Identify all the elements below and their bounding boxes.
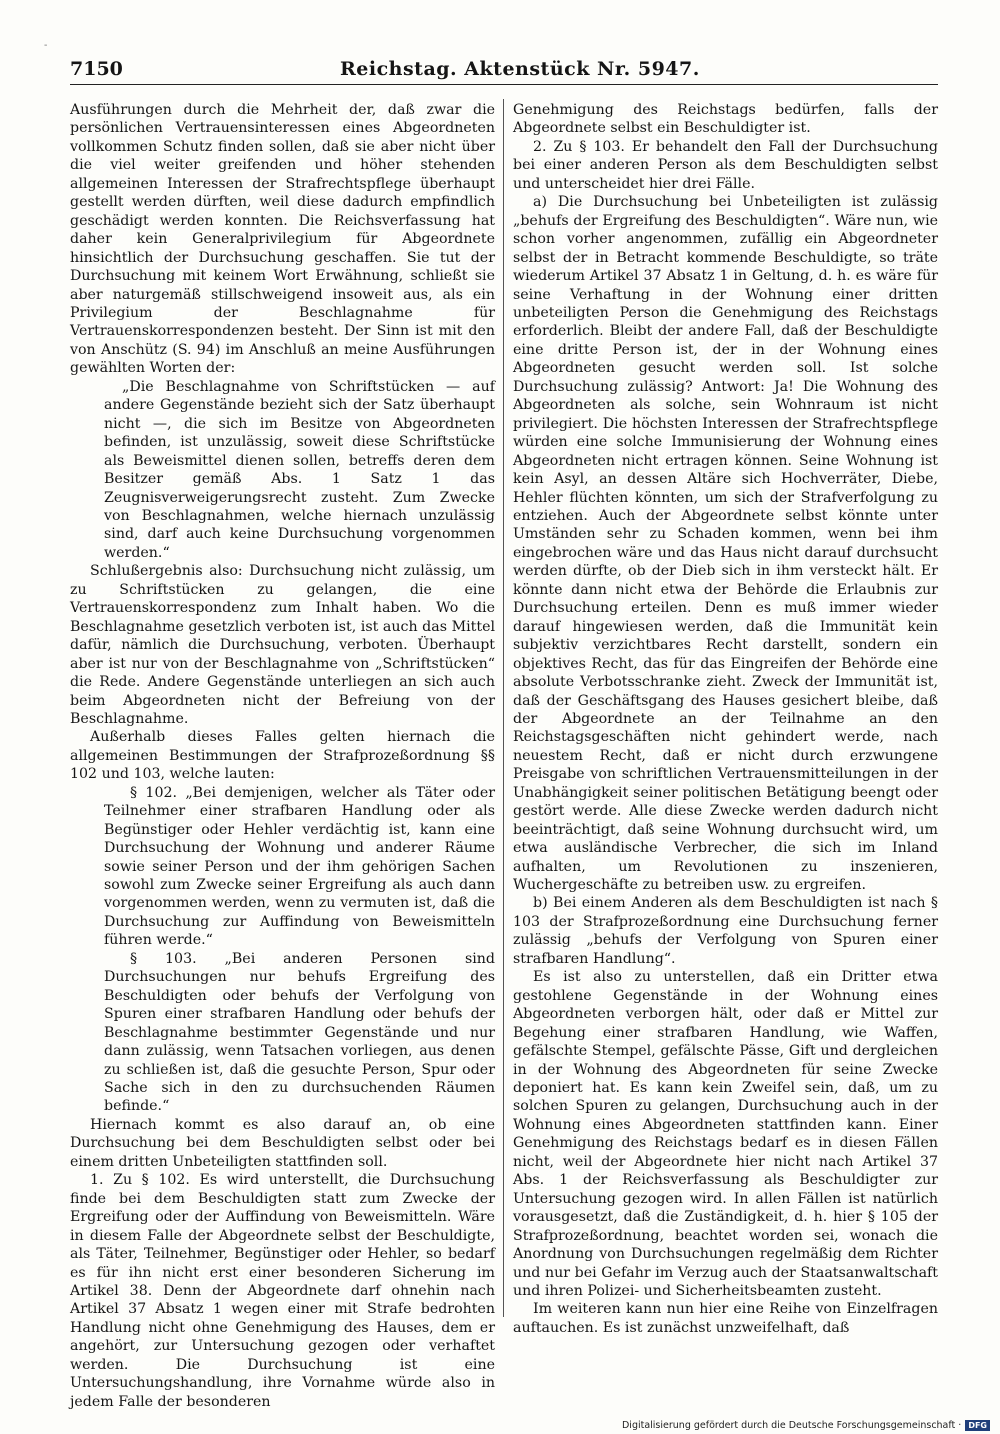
paragraph: Es ist also zu unterstellen, daß ein Dritter etwa gestohlene Gegenstände in der Wohnung eines Abgeordneten verborgen hält, oder daß er Mittel zur Begehung einer strafbaren Handlung, wie Waffen, gefälschte Stempel, gefälschte Pässe, Gift und dergleichen in der Wohnung des Abgeordneten für seine Zwecke deponiert hat. Es kann kein Zweifel sein, daß, um zu solchen Spuren zu gelangen, Durchsuchung auch in der Wohnung eines Abgeordneten stattfinden kann. Einer Genehmigung des Reichstags bedarf es in diesen Fällen nicht, weil der Abgeordnete hier nicht nach Artikel 37 Abs. 1 der Reichsverfassung als Beschuldigter zur Untersuchung gezogen wird. In allen Fällen ist natürlich vorausgesetzt, daß die Zuständigkeit, d. h. hier § 105 der Strafprozeßordnung, beachtet worden sei, wonach die Anordnung von Durchsuchungen regelmäßig dem Richter und nur bei Gefahr im Verzug auch der Staatsanwaltschaft und ihren Polizei- und Sicherheitsbeamten zusteht. (513, 969, 938, 1299)
statute-quote-102: § 102. „Bei demjenigen, welcher als Täter oder Teilnehmer einer strafbaren Handlung oder als Begünstiger oder Hehler verdächtig ist, kann eine Durchsuchung der Wohnung und anderer Räume sowie seiner Person und der ihm gehörigen Sachen sowohl zum Zwecke seiner Ergreifung als auch dann vorgenommen werden, wenn zu vermuten ist, daß die Durchsuchung zur Auffindung von Beweismitteln führen werde.“ (104, 784, 495, 949)
footer-text: Digitalisierung gefördert durch die Deutsche Forschungsgemeinschaft · (621, 1419, 962, 1431)
left-column (70, 101, 495, 1410)
page-header (70, 58, 938, 80)
paragraph: Hiernach kommt es also darauf an, ob eine Durchsuchung bei dem Beschuldigten selbst oder bei einem dritten Unbeteiligten stattfinden soll. (70, 1116, 495, 1170)
digitization-footer (622, 1416, 990, 1434)
quotation: „Die Beschlagnahme von Schriftstücken — auf andere Gegenstände bezieht sich der Satz überhaupt nicht —, die sich im Besitze von Abgeordneten befinden, ist unzulässig, soweit diese Schriftstücke als Beweismittel dienen sollen, betreffs deren dem Besitzer gemäß Abs. 1 Satz 1 das Zeugnisverweigerungsrecht zusteht. Zum Zwecke von Beschlagnahmen, welche hiernach unzulässig sind, darf auch keine Durchsuchung vorgenommen werden.“ (104, 378, 495, 561)
page-title: Reichstag. Aktenstück Nr. 5947. (340, 58, 700, 80)
dfg-logo: DFG (965, 1420, 990, 1431)
column-divider (503, 99, 504, 1317)
paragraph: Genehmigung des Reichstags bedürfen, falls der Abgeordnete selbst ein Beschuldigter ist. (513, 102, 938, 137)
margin-mark: - (44, 40, 48, 51)
right-column (513, 101, 938, 1336)
paragraph: Schlußergebnis also: Durchsuchung nicht zulässig, um zu Schriftstücken zu gelangen, die eine Vertrauenskorrespondenz zum Inhalt haben. Wo die Beschlagnahme gesetzlich verboten ist, ist auch das Mittel dafür, nämlich die Durchsuchung, verboten. Überhaupt aber ist nur von der Beschlagnahme von „Schriftstücken“ die Rede. Andere Gegenstände unterliegen an sich auch beim Abgeordneten nicht der Befreiung von der Beschlagnahme. (70, 563, 495, 727)
statute-quote-103: § 103. „Bei anderen Personen sind Durchsuchungen nur behufs Ergreifung des Beschuldigten oder behufs der Verfolgung von Spuren einer strafbaren Handlung oder behufs der Beschlagnahme bestimmter Gegenstände und nur dann zulässig, wenn Tatsachen vorliegen, aus denen zu schließen ist, daß die gesuchte Person, Spur oder Sache sich in den zu durchsuchenden Räumen befinde.“ (104, 950, 495, 1115)
paragraph: Außerhalb dieses Falles gelten hiernach die allgemeinen Bestimmungen der Strafprozeßordnung §§ 102 und 103, welche lauten: (70, 729, 495, 783)
header-rule (70, 84, 938, 85)
paragraph: Im weiteren kann nun hier eine Reihe von Einzelfragen auftauchen. Es ist zunächst unzweifelhaft, daß (513, 1301, 938, 1336)
paragraph: 1. Zu § 102. Es wird unterstellt, die Durchsuchung finde bei dem Beschuldigten statt zum Zwecke der Ergreifung oder der Auffindung von Beweismitteln. Wäre in diesem Falle der Abgeordnete selbst der Beschuldigte, als Täter, Teilnehmer, Begünstiger oder Hehler, so bedarf es für ihn nicht erst einer besonderen Sicherung im Artikel 38. Denn der Abgeordnete darf ohnehin nach Artikel 37 Absatz 1 wegen einer mit Strafe bedrohten Handlung nicht ohne Genehmigung des Hauses, dem er angehört, zur Untersuchung gezogen oder verhaftet werden. Die Durchsuchung ist eine Untersuchungshandlung, ihre Vornahme würde also in jedem Falle der besonderen (70, 1172, 495, 1410)
paragraph: 2. Zu § 103. Er behandelt den Fall der Durchsuchung bei einer anderen Person als dem Beschuldigten selbst und unterscheidet hier drei Fälle. (513, 138, 938, 192)
paragraph: Ausführungen durch die Mehrheit der, daß zwar die persönlichen Vertrauensinteressen eines Abgeordneten vollkommen Schutz finden sollen, daß sie aber nicht über die viel weiter greifenden und höher stehenden allgemeinen Interessen der Strafrechtspflege überhaupt gestellt werden dürften, weil diese dadurch empfindlich geschädigt werden konnten. Die Reichsverfassung hat daher kein Generalprivilegium für Abgeordnete hinsichtlich der Durchsuchung geschaffen. Sie tut der Durchsuchung mit keinem Wort Erwähnung, schließt sie aber naturgemäß stillschweigend insoweit aus, als ein Privilegium der Beschlagnahme für Vertrauenskorrespondenzen besteht. Der Sinn ist mit den von Anschütz (S. 94) im Anschluß an meine Ausführungen gewählten Worten der: (70, 102, 495, 377)
paragraph: a) Die Durchsuchung bei Unbeteiligten ist zulässig „behufs der Ergreifung des Beschuldigten“. Wäre nun, wie schon vorher angenommen, zufällig ein Abgeordneter selbst der in Betracht kommende Beschuldigte, so träte wiederum Artikel 37 Absatz 1 in Geltung, d. h. es wäre für seine Verhaftung in der Wohnung einer dritten unbeteiligten Person die Genehmigung des Reichstags erforderlich. Bleibt der andere Fall, daß der Beschuldigte eine dritte Person ist, der in der Wohnung eines Abgeordneten gesucht werden soll. Ist solche Durchsuchung zulässig? Antwort: Ja! Die Wohnung des Abgeordneten als solche, sein Wohnraum ist nicht privilegiert. Die höchsten Interessen der Strafrechtspflege würden eine solche Immunisierung der Wohnung eines Abgeordneten nicht ertragen können. Seine Wohnung ist kein Asyl, an dessen Altäre sich Hochverräter, Diebe, Hehler flüchten könnten, um sich der Strafverfolgung zu entziehen. Auch der Abgeordnete selbst könnte unter Umständen sehr zu Schaden kommen, wenn bei ihm eingebrochen wäre und das Haus nicht darauf durchsucht werden dürfte, ob der Dieb sich in ihm versteckt hält. Er könnte dann nicht etwa der Behörde die Erlaubnis zur Durchsuchung erteilen. Denn es muß immer wieder darauf hingewiesen werden, daß die Immunität kein subjektiv verzichtbares Recht darstellt, sondern ein objektives Recht, das für das Eingreifen der Behörde eine absolute Verbotsschranke zieht. Zweck der Immunität ist, daß der Geschäftsgang des Hauses gesichert bleibe, daß der Abgeordnete an der Teilnahme an den Reichstagsgeschäften nicht gehindert werde, nach neuestem Recht, daß er nicht durch erzwungene Preisgabe von schriftlichen Vertrauensmitteilungen in der Unabhängigkeit seiner politischen Betätigung beengt oder gestört werde. Alle diese Zwecke werden dadurch nicht beeinträchtigt, daß seine Wohnung durchsucht wird, um etwa ausländische Verbrecher, die sich im Inland aufhalten, um Revolutionen zu inszenieren, Wuchergeschäfte zu betreiben usw. zu ergreifen. (513, 194, 938, 894)
page-number: 7150 (70, 58, 123, 80)
paragraph: b) Bei einem Anderen als dem Beschuldigten ist nach § 103 der Strafprozeßordnung eine Durchsuchung ferner zulässig „behufs der Verfolgung von Spuren einer strafbaren Handlung“. (513, 895, 938, 967)
